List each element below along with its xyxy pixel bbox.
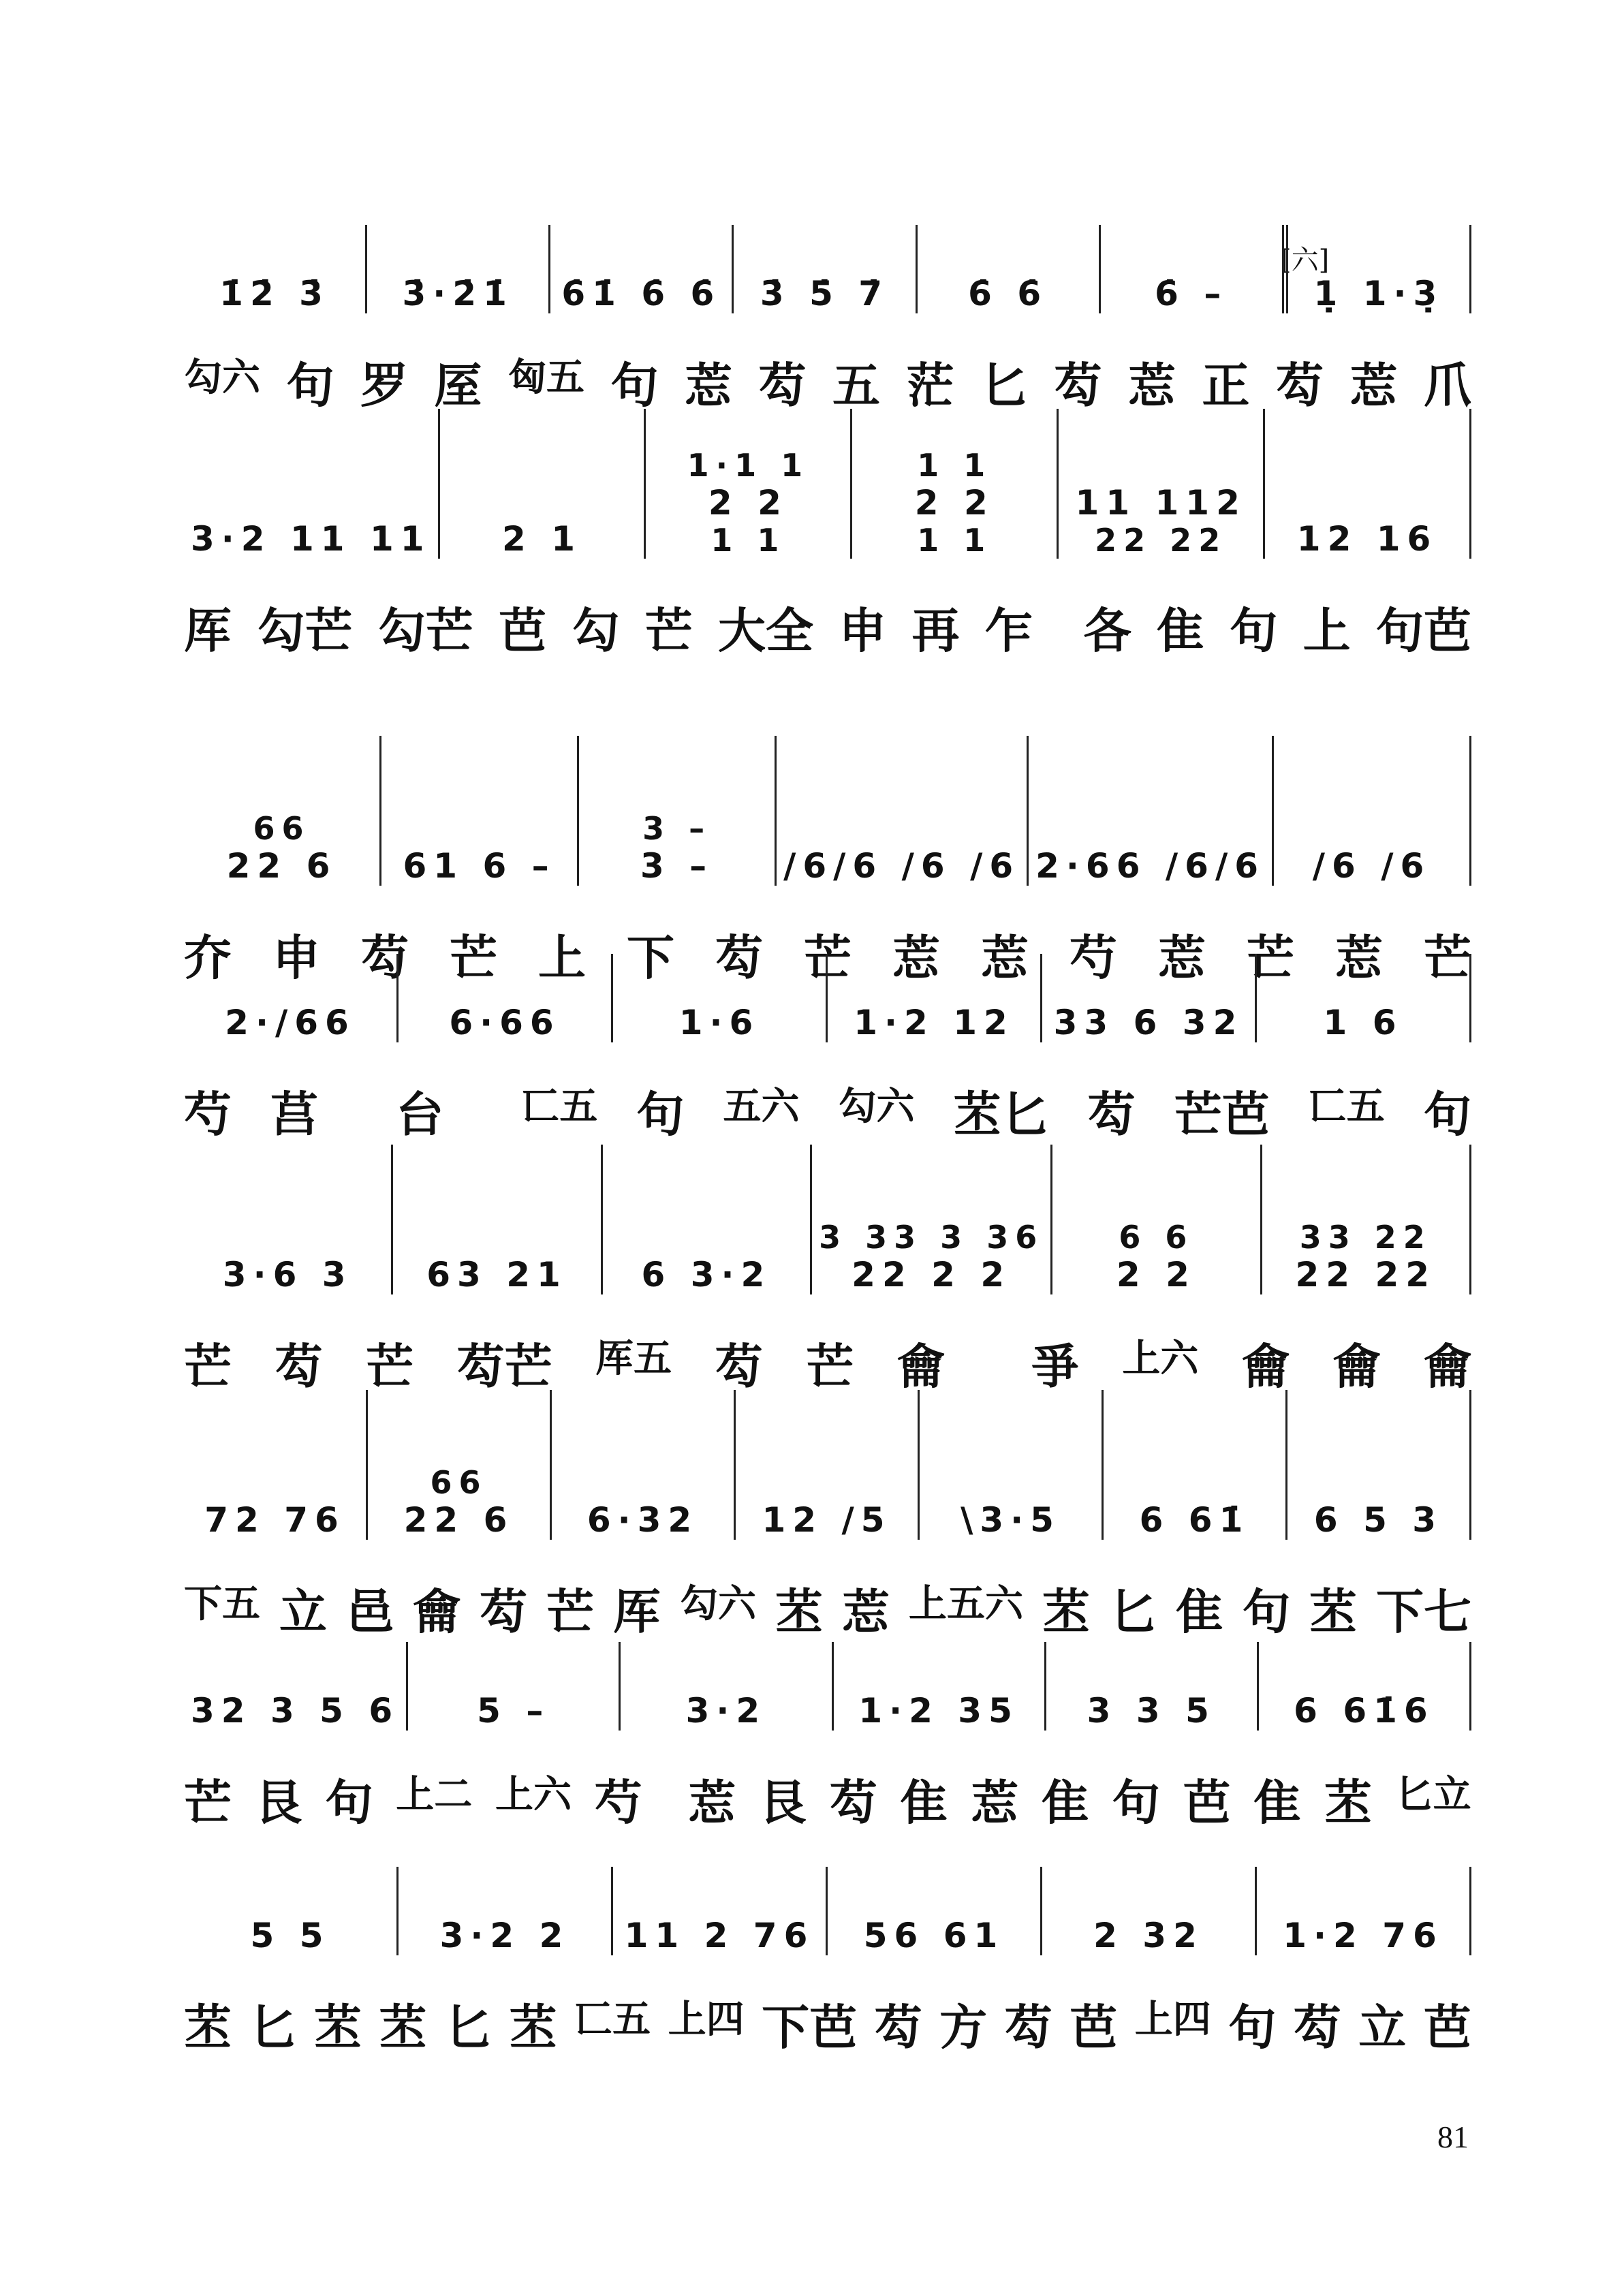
measure	[367, 225, 550, 313]
tablature-glyph: 立	[1358, 1999, 1407, 2055]
tablature-glyph: 芒	[806, 1338, 854, 1395]
notes-main: /6 /6	[1312, 846, 1431, 886]
tablature-glyph: 隹	[1253, 1774, 1302, 1831]
notes-top: 6 6	[1119, 1218, 1194, 1256]
tablature-glyph: 艮	[254, 1774, 302, 1831]
page-number: 81	[1437, 2120, 1469, 2154]
tablature-glyph: 龠	[896, 1338, 945, 1395]
measure	[1288, 225, 1471, 313]
tablature-glyph: 芶	[1054, 357, 1102, 414]
tablature-glyph: 莣	[892, 929, 940, 986]
tablature-glyph: 莒	[270, 1086, 319, 1143]
tablature-glyph: 下五	[184, 1581, 260, 1626]
notes-top: 66	[430, 1463, 488, 1501]
tablature-glyph: 勾芒	[377, 602, 473, 659]
tablature-glyph: 芶	[275, 1338, 323, 1395]
tablature-glyph: 勾六	[680, 1581, 756, 1626]
measure	[184, 409, 440, 559]
jianpu-staff	[184, 1390, 1471, 1540]
jianpu-staff	[184, 225, 1471, 313]
tablature-glyph: 上四	[1134, 1997, 1211, 2042]
notes-main: 6̇1̇ 6̇ 6̇	[561, 273, 721, 313]
tablature-glyph: 芍	[1069, 929, 1117, 986]
tablature-glyph: 句	[325, 1774, 373, 1831]
tablature-glyph: 芭	[498, 602, 546, 659]
tablature-glyph: 邑	[346, 1583, 394, 1640]
tablature-glyph: 莣	[1158, 929, 1206, 986]
notes-main: 2·/66	[225, 1002, 356, 1042]
measure	[184, 1390, 368, 1540]
measure	[1042, 1867, 1257, 1955]
notes-main: 6 61̇6	[1294, 1690, 1435, 1731]
tablature-glyph: 苤	[1324, 1774, 1372, 1831]
tablature-glyph: 申	[272, 929, 320, 986]
tablature-glyph: 苤	[1042, 1583, 1090, 1640]
measure	[1274, 736, 1471, 886]
tablature-glyph: 句	[1243, 1583, 1290, 1640]
tablature-glyph: 芶	[480, 1583, 527, 1640]
notes-bottom: 1 1	[710, 522, 786, 559]
measure	[603, 1145, 812, 1294]
score-system	[184, 225, 1471, 416]
notes-main: 11 2 76	[624, 1915, 815, 1955]
tablature-glyph: 上六	[495, 1772, 572, 1817]
notes-main: 22 2 2	[852, 1254, 1012, 1294]
measure	[613, 954, 828, 1042]
notes-main: 3·6 3	[222, 1254, 353, 1294]
measure	[184, 1642, 408, 1731]
tablature-glyph: 匸五	[521, 1084, 598, 1129]
jianzipu-line	[184, 1574, 1471, 1643]
notes-main: 2 2	[1116, 1254, 1196, 1294]
notes-top: 3 33 3 36	[819, 1218, 1044, 1256]
notes-main: 1·2 35	[858, 1690, 1019, 1731]
tablature-glyph: 台	[396, 1086, 444, 1143]
measure	[918, 225, 1101, 313]
measure	[552, 1390, 736, 1540]
tablature-glyph: 上二	[396, 1772, 473, 1817]
tablature-glyph: 勾芒	[257, 602, 353, 659]
jianpu-staff	[184, 409, 1471, 559]
tablature-glyph: 立	[279, 1583, 327, 1640]
tablature-glyph: 莣	[688, 1774, 736, 1831]
tablature-glyph: 芶	[758, 357, 807, 414]
notes-main: 6 3·2	[641, 1254, 772, 1294]
notes-main: 2 2	[708, 482, 788, 523]
jianpu-staff	[184, 1642, 1471, 1731]
score-system	[184, 736, 1471, 989]
measure	[1259, 1642, 1471, 1731]
tablature-glyph: 罗	[360, 357, 408, 414]
tablature-glyph: 匕	[980, 357, 1028, 414]
tablature-glyph: 芒	[644, 602, 693, 659]
tablature-glyph: 苤	[509, 1999, 557, 2055]
measure	[1257, 1867, 1471, 1955]
notes-main: 3·2 11 11	[191, 518, 431, 559]
tablature-glyph: 厍	[184, 602, 232, 659]
jianpu-staff	[184, 1145, 1471, 1294]
notes-main: 12 /5	[762, 1500, 892, 1540]
tablature-glyph: 厍	[613, 1583, 661, 1640]
tablature-glyph: 芭	[1183, 1774, 1231, 1831]
measure	[1104, 1390, 1287, 1540]
score-system	[184, 1145, 1471, 1397]
tablature-glyph: 龠	[1332, 1338, 1381, 1395]
measure	[368, 1390, 552, 1540]
tablature-glyph: 莣	[685, 357, 732, 414]
tablature-glyph: 句	[1112, 1774, 1160, 1831]
notes-main: 33 6 32	[1053, 1002, 1244, 1042]
notes-main: 11 112	[1075, 482, 1247, 523]
tablature-glyph: 芍	[184, 1086, 232, 1143]
notes-main: 2 32	[1093, 1915, 1204, 1955]
tablature-glyph: 匕立	[1394, 1772, 1471, 1817]
measure	[621, 1642, 833, 1731]
tablature-glyph: 勾六	[838, 1084, 915, 1129]
measure	[828, 954, 1042, 1042]
notes-main: 22 22	[1295, 1254, 1437, 1294]
jianzipu-line	[184, 1989, 1471, 2058]
measure	[184, 225, 367, 313]
jianpu-staff	[184, 954, 1471, 1042]
notes-top: 66	[253, 809, 311, 847]
tablature-glyph: 厔	[434, 357, 482, 414]
tablature-glyph: 五	[832, 357, 880, 414]
measure	[828, 1867, 1042, 1955]
measure	[381, 736, 579, 886]
section-marker: [六]	[1281, 245, 1330, 276]
notes-main: 1·2 12	[854, 1002, 1014, 1042]
measure	[184, 954, 399, 1042]
tablature-glyph: 莣	[1349, 357, 1398, 414]
tablature-glyph: 芶芒	[456, 1338, 552, 1395]
measure	[812, 1145, 1052, 1294]
tablature-glyph: 苤	[775, 1583, 823, 1640]
score-system	[184, 1867, 1471, 2058]
notes-main: /6/6 /6 /6	[783, 846, 1020, 886]
tablature-glyph: 芒芭	[1174, 1086, 1270, 1143]
notes-main: 3 3 5	[1087, 1690, 1216, 1731]
measure	[440, 409, 646, 559]
tablature-glyph: 苤	[314, 1999, 362, 2055]
tablature-glyph: 匈五	[508, 355, 584, 400]
tablature-glyph: 下芭	[762, 1999, 858, 2055]
notes-main: 2·66 /6/6	[1035, 846, 1265, 886]
notes-main: 1 6	[1323, 1002, 1403, 1042]
tablature-glyph: 芶	[1004, 1999, 1052, 2055]
jianpu-staff	[184, 736, 1471, 886]
tablature-glyph: 苤	[1309, 1583, 1357, 1640]
measure	[777, 736, 1029, 886]
tablature-glyph: 芒	[804, 929, 852, 986]
notes-main: 3·2 2	[439, 1915, 570, 1955]
notes-main: 22 6	[403, 1500, 514, 1540]
notes-main: 1̇2̇ 3̇	[219, 273, 330, 313]
tablature-glyph: 隹	[1156, 602, 1204, 659]
measure	[184, 1867, 399, 1955]
tablature-glyph: 芶	[715, 1338, 763, 1395]
measure	[852, 409, 1059, 559]
tablature-glyph: 苤	[184, 1999, 232, 2055]
notes-main: 3·2	[685, 1690, 767, 1731]
notes-main: \3·5	[961, 1500, 1061, 1540]
measure	[734, 225, 917, 313]
tablature-glyph: 芶	[1087, 1086, 1136, 1143]
tablature-glyph: 句	[1228, 1999, 1277, 2055]
measure	[184, 1145, 393, 1294]
tablature-glyph: 隹	[900, 1774, 948, 1831]
tablature-glyph: 各	[1083, 602, 1131, 659]
tablature-glyph: 莣	[981, 929, 1029, 986]
tablature-glyph: 匕	[249, 1999, 297, 2055]
notes-main: 5 5	[250, 1915, 330, 1955]
tablature-glyph: 龠	[413, 1583, 460, 1640]
tablature-glyph: 上六	[1122, 1336, 1199, 1381]
notes-main: 6 61̇	[1139, 1500, 1250, 1540]
notes-main: 6·66	[449, 1002, 561, 1042]
tablature-glyph: 芒	[184, 1774, 232, 1831]
tablature-glyph: 芒	[1424, 929, 1471, 986]
tablature-glyph: 大全	[717, 602, 813, 659]
notes-main: 3̇ 5̇ 7̇	[760, 273, 890, 313]
tablature-glyph: 爪	[1424, 357, 1471, 414]
tablature-glyph: 正	[1202, 357, 1250, 414]
measure	[1287, 1390, 1471, 1540]
notes-main: 6̇ –	[1155, 273, 1228, 313]
jianzipu-line	[184, 593, 1471, 662]
notes-main: 6 5 3	[1313, 1500, 1443, 1540]
notes-top: 1 1	[917, 446, 993, 484]
tablature-glyph: 申	[839, 602, 887, 659]
tablature-glyph: 苤	[379, 1999, 427, 2055]
notes-main: 72 76	[204, 1500, 345, 1540]
notes-main: 63 21	[426, 1254, 567, 1294]
tablature-glyph: 匸五	[1308, 1084, 1385, 1129]
measure	[646, 409, 852, 559]
tablature-glyph: 五六	[723, 1084, 800, 1129]
notes-bottom: 1 1	[917, 522, 993, 559]
tablature-glyph: 艮	[759, 1774, 807, 1831]
tablature-glyph: 莣	[1335, 929, 1383, 986]
tablature-glyph: 方	[939, 1999, 988, 2055]
tablature-glyph: 莣	[842, 1583, 890, 1640]
measure	[579, 736, 777, 886]
tablature-glyph: 下七	[1376, 1583, 1471, 1640]
measure	[1059, 409, 1265, 559]
tablature-glyph: 龠	[1241, 1338, 1290, 1395]
tablature-glyph: 莣	[971, 1774, 1019, 1831]
tablature-glyph: 隹	[1042, 1774, 1089, 1831]
tablature-glyph: 句	[1423, 1086, 1471, 1143]
tablature-glyph: 莣	[1128, 357, 1176, 414]
tablature-glyph: 芶	[1276, 357, 1324, 414]
tablature-glyph: 再	[911, 602, 960, 659]
notes-main: 61 6 –	[403, 846, 556, 886]
tablature-glyph: 龠	[1423, 1338, 1471, 1395]
tablature-glyph: 苤匕	[953, 1086, 1049, 1143]
jianzipu-line	[184, 1076, 1471, 1145]
tablature-glyph: 匕	[1109, 1583, 1157, 1640]
notes-main: 3 –	[640, 846, 714, 886]
measure	[550, 225, 734, 313]
notes-bottom: 22 22	[1095, 522, 1228, 559]
score-system	[184, 1642, 1471, 1833]
tablature-glyph: 上五六	[909, 1581, 1023, 1626]
tablature-glyph: 隹	[1176, 1583, 1223, 1640]
jianzipu-line	[184, 1329, 1471, 1397]
tablature-glyph: 芶	[1293, 1999, 1341, 2055]
measure	[920, 1390, 1104, 1540]
measure	[399, 954, 613, 1042]
tablature-glyph: 句	[636, 1086, 685, 1143]
tablature-glyph: 芒	[366, 1338, 414, 1395]
notes-main: 3̇·2̇1̇	[402, 273, 514, 313]
tablature-glyph: 句	[286, 357, 334, 414]
score-system	[184, 409, 1471, 662]
tablature-glyph: 芍	[594, 1774, 642, 1831]
tablature-glyph: 下	[627, 929, 674, 986]
notes-main: 2 1	[502, 518, 582, 559]
tablature-glyph: 厍五	[595, 1336, 672, 1381]
score-system	[184, 1390, 1471, 1643]
measure	[1029, 736, 1274, 886]
tablature-glyph: 芶	[829, 1774, 877, 1831]
measure	[408, 1642, 621, 1731]
notes-top: 3 –	[642, 809, 712, 847]
jianzipu-line	[184, 347, 1471, 416]
tablature-glyph: 句	[610, 357, 659, 414]
tablature-glyph: 夰	[184, 929, 232, 986]
notes-main: 1·2 76	[1283, 1915, 1443, 1955]
tablature-glyph: 芭	[1069, 1999, 1118, 2055]
notes-main: 2 2	[914, 482, 995, 523]
measure	[613, 1867, 828, 1955]
tablature-glyph: 勾六	[184, 355, 260, 400]
notes-main: 6·32	[587, 1500, 699, 1540]
notes-top: 33 22	[1299, 1218, 1432, 1256]
measure	[1042, 954, 1257, 1042]
measure	[736, 1390, 920, 1540]
tablature-glyph: 芒	[1247, 929, 1294, 986]
tablature-glyph: 芶	[361, 929, 409, 986]
measure	[1265, 409, 1471, 559]
tablature-glyph: 勾	[572, 602, 620, 659]
tablature-glyph: 乍	[984, 602, 1033, 659]
tablature-glyph: 上	[538, 929, 586, 986]
jianzipu-line	[184, 1765, 1471, 1833]
notes-main: 1·6	[678, 1002, 760, 1042]
notes-main: 6̇ 6̇	[968, 273, 1048, 313]
tablature-glyph: 芒	[450, 929, 497, 986]
measure	[1262, 1145, 1471, 1294]
tablature-glyph: 芒	[546, 1583, 594, 1640]
measure	[1052, 1145, 1262, 1294]
measure	[184, 736, 381, 886]
tablature-glyph: 爭	[1031, 1338, 1079, 1395]
tablature-glyph: 芭	[1423, 1999, 1471, 2055]
tablature-glyph: 上	[1302, 602, 1351, 659]
notes-main: 5 –	[477, 1690, 550, 1731]
tablature-glyph: 芶	[874, 1999, 922, 2055]
measure	[1101, 225, 1288, 313]
measure	[1257, 954, 1471, 1042]
tablature-glyph: 芶	[715, 929, 763, 986]
tablature-glyph: 上四	[668, 1997, 745, 2042]
notes-top: 1·1 1	[687, 446, 810, 484]
tablature-glyph: 茫	[906, 357, 954, 414]
notes-main: 22 6	[226, 846, 337, 886]
measure	[399, 1867, 613, 1955]
tablature-glyph: 句芭	[1375, 602, 1471, 659]
notes-main: 56 61	[863, 1915, 1005, 1955]
tablature-glyph: 芒	[184, 1338, 232, 1395]
tablature-glyph: 句	[1230, 602, 1278, 659]
measure	[834, 1642, 1046, 1731]
score-system	[184, 954, 1471, 1145]
notes-main: 32 3 5 6	[191, 1690, 400, 1731]
notes-main: 1̣ 1·3̣	[1313, 273, 1444, 313]
measure	[393, 1145, 602, 1294]
tablature-glyph: 匸五	[574, 1997, 651, 2042]
notes-main: 12 16	[1296, 518, 1438, 559]
jianpu-staff	[184, 1867, 1471, 1955]
measure	[1046, 1642, 1259, 1731]
tablature-glyph: 匕	[444, 1999, 493, 2055]
